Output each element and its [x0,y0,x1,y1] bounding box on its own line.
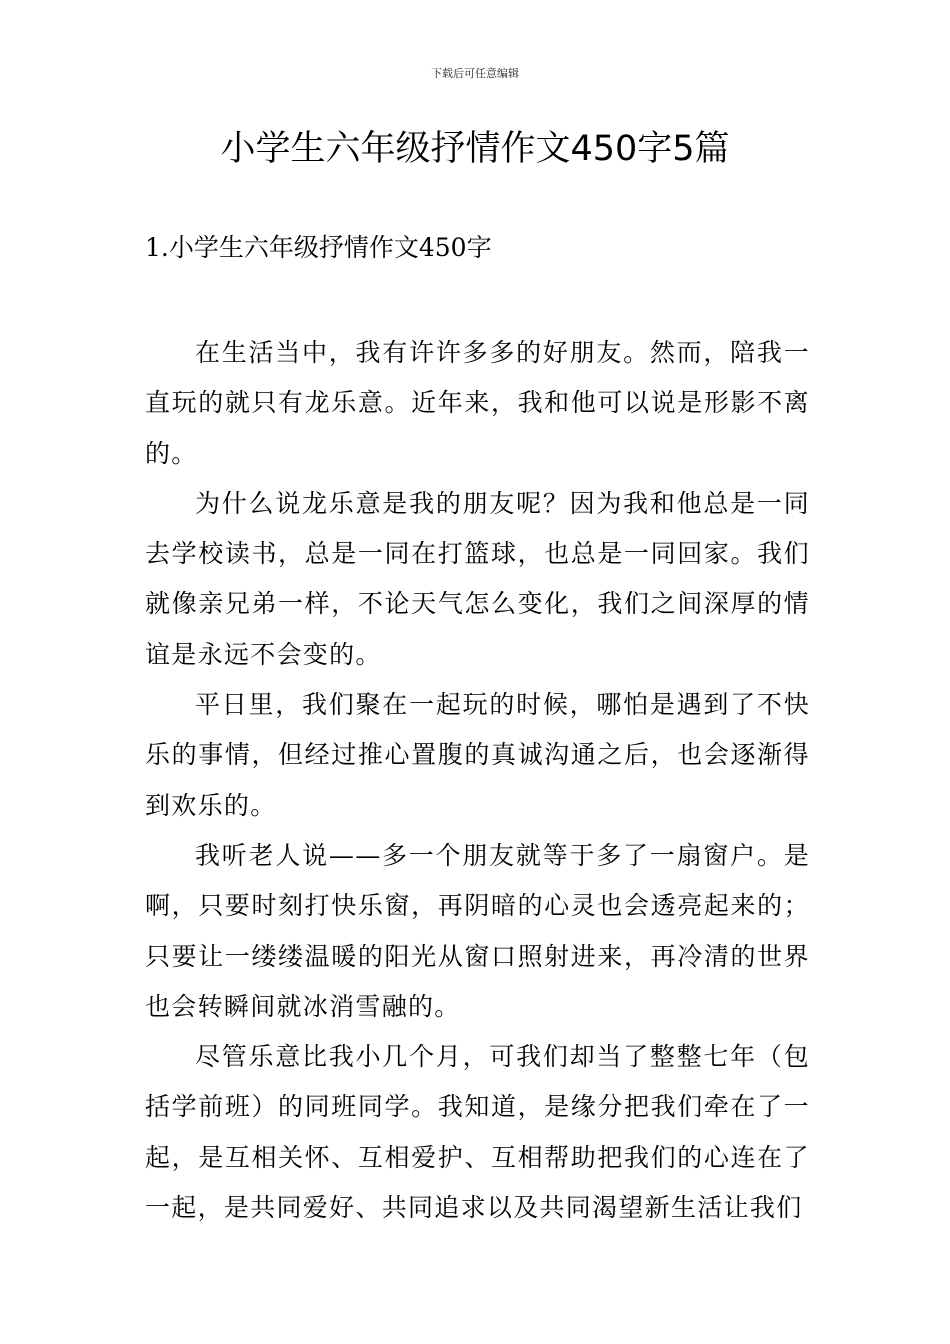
section-heading: 1.小学生六年级抒情作文450字 [145,233,492,262]
paragraph: 我听老人说——多一个朋友就等于多了一扇窗户。是啊，只要时刻打快乐窗，再阴暗的心灵也会透亮起来的；只要让一缕缕温暖的阳光从窗口照射进来，再冷清的世界也会转瞬间就冰消雪融的。 [145,840,810,1021]
article-body [145,328,810,1233]
paragraph: 尽管乐意比我小几个月，可我们却当了整整七年（包括学前班）的同班同学。我知道，是缘分把我们牵在了一起，是互相关怀、互相爱护、互相帮助把我们的心连在了一起，是共同爱好、共同追求以及共同渴望新生活让我们 [145,1042,810,1223]
paragraph: 平日里，我们聚在一起玩的时候，哪怕是遇到了不快乐的事情，但经过推心置腹的真诚沟通之后，也会逐渐得到欢乐的。 [145,690,810,820]
paragraph: 为什么说龙乐意是我的朋友呢？因为我和他总是一同去学校读书，总是一同在打篮球，也总是一同回家。我们就像亲兄弟一样，不论天气怎么变化，我们之间深厚的情谊是永远不会变的。 [145,488,810,669]
paragraph: 在生活当中，我有许许多多的好朋友。然而，陪我一直玩的就只有龙乐意。近年来，我和他可以说是形影不离的。 [145,338,810,468]
document-title: 小学生六年级抒情作文450字5篇 [220,129,730,169]
page-header-note: 下载后可任意编辑 [431,67,519,80]
